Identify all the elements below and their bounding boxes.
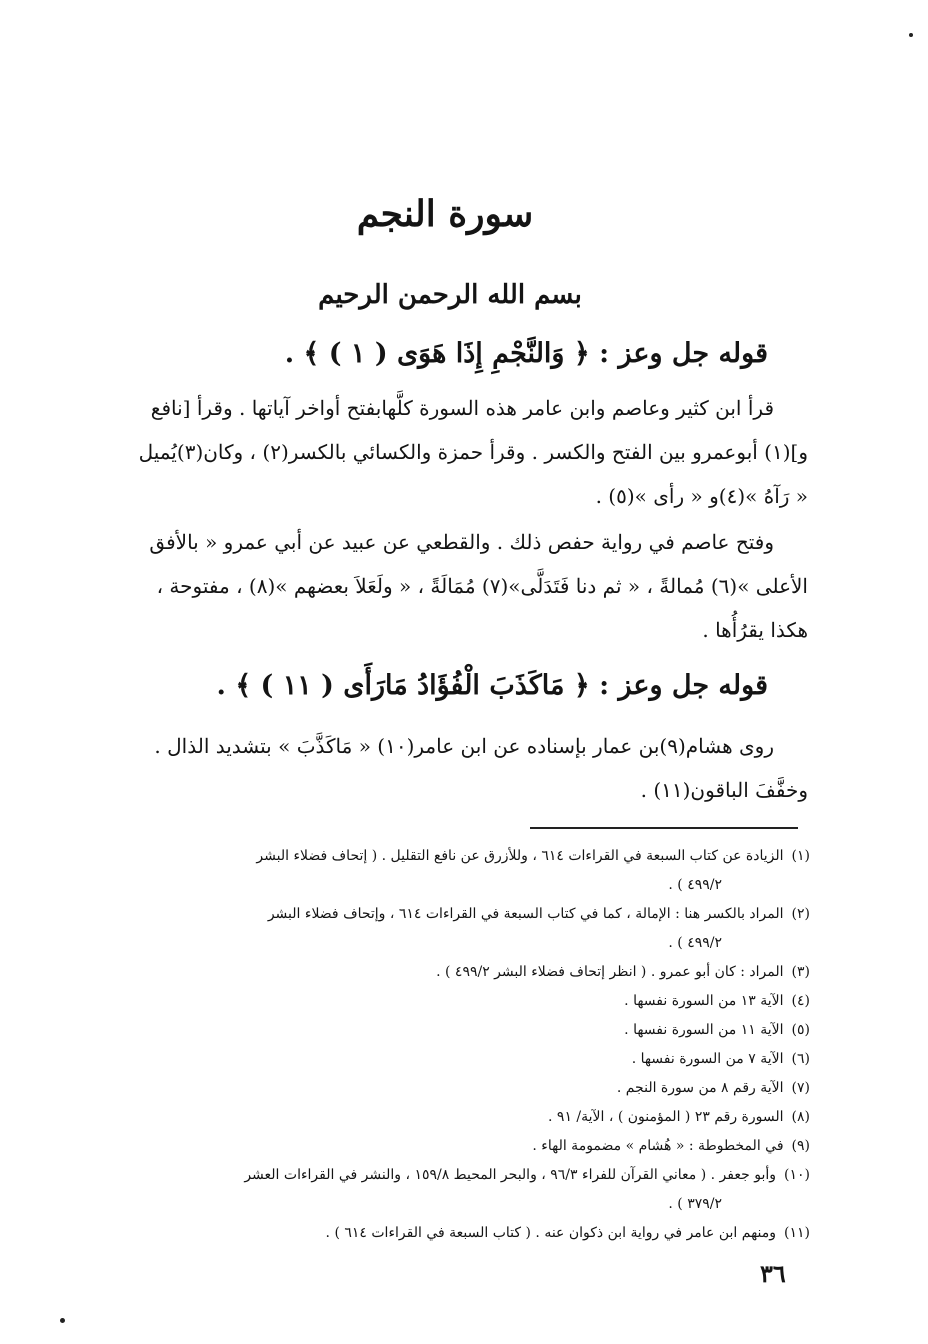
footnote-number: (٣) <box>791 964 810 980</box>
page-number: ٣٦ <box>760 1259 786 1288</box>
paragraph-line: و](١) أبوعمرو بين الفتح والكسر . وقرأ حمزة والكسائي بالكسر(٢) ، وكان(٣)يُميل <box>138 440 808 464</box>
commentary-paragraph <box>108 520 808 652</box>
paragraph-line: وخفَّفَ الباقون(١١) . <box>640 778 808 802</box>
footnote <box>110 900 810 929</box>
footnote-text: الآية ١٣ من السورة نفسها . <box>624 993 784 1009</box>
paragraph-line: وفتح عاصم في رواية حفص ذلك . والقطعي عن عبيد عن أبي عمرو « بالأفق <box>149 530 774 554</box>
paragraph-line: « رَآهُ »(٤)و « رأى »(٥) . <box>595 484 808 508</box>
footnote <box>110 1074 810 1103</box>
scan-speck <box>909 33 913 37</box>
verse-heading: قوله جل وعز : ﴿ مَاكَذَبَ الْفُؤَادُ مَارَأَى ( ١١ ) ﴾ . <box>216 670 768 701</box>
footnote <box>110 987 810 1016</box>
footnote-continuation: ٣٧٩/٢ ) . <box>668 1196 722 1212</box>
footnote <box>110 1103 810 1132</box>
paragraph-line: هكذا يقرُأُها . <box>702 618 808 642</box>
footnote <box>110 958 810 987</box>
footnote-text: المراد بالكسر هنا : الإمالة ، كما في كتاب السبعة في القراءات ٦١٤ ، وإتحاف فضلاء البشر <box>267 906 784 922</box>
footnote-text: الآية رقم ٨ من سورة النجم . <box>616 1080 784 1096</box>
commentary-paragraph <box>108 386 808 518</box>
footnote-text: ومنهم ابن عامر في رواية ابن ذكوان عنه . ( كتاب السبعة في القراءات ٦١٤ ) . <box>325 1225 777 1241</box>
footnote-text: الآية ١١ من السورة نفسها . <box>624 1022 784 1038</box>
footnote-number: (٦) <box>791 1051 810 1067</box>
paragraph-line: روى هشام(٩)بن عمار بإسناده عن ابن عامر(١٠) « مَاكَذَّبَ » بتشديد الذال . <box>154 734 774 758</box>
paragraph-line: قرأ ابن كثير وعاصم وابن عامر هذه السورة كلَّهابفتح أواخر آياتها . وقرأ [نافع <box>150 396 774 420</box>
footnote-continuation: ٤٩٩/٢ ) . <box>668 935 722 951</box>
footnote <box>110 1219 810 1248</box>
footnote-text: السورة رقم ٢٣ ( المؤمنون ) ، الآية/ ٩١ . <box>548 1109 784 1125</box>
footnote-number: (١٠) <box>784 1167 810 1183</box>
footnote-text: وأبو جعفر . ( معاني القرآن للفراء ٩٦/٣ ، والبحر المحيط ١٥٩/٨ ، والنشر في القراءات العشر <box>244 1167 777 1183</box>
footnote <box>110 1045 810 1074</box>
surah-title: سورة النجم <box>356 193 534 235</box>
scan-speck <box>60 1318 65 1323</box>
verse-heading: قوله جل وعز : ﴿ وَالنَّجْمِ إِذَا هَوَى ( ١ ) ﴾ . <box>284 338 768 369</box>
footnote-text: المراد : كان أبو عمرو . ( انظر إتحاف فضلاء البشر ٤٩٩/٢ ) . <box>436 964 784 980</box>
basmala: بسم الله الرحمن الرحيم <box>318 280 582 310</box>
commentary-paragraph <box>108 724 808 812</box>
footnote-text: الزيادة عن كتاب السبعة في القراءات ٦١٤ ، وللأزرق عن نافع التقليل . ( إتحاف فضلاء البشر <box>256 848 784 864</box>
footnote-number: (٢) <box>791 906 810 922</box>
footnote-text: الآية ٧ من السورة نفسها . <box>631 1051 784 1067</box>
footnote-continuation: ٤٩٩/٢ ) . <box>668 877 722 893</box>
footnote-separator <box>530 827 798 829</box>
footnotes <box>110 842 810 1248</box>
footnote-number: (٩) <box>791 1138 810 1154</box>
footnote <box>110 1016 810 1045</box>
paragraph-line: الأعلى »(٦) مُمالةً ، « ثم دنا فَتَدَلَّى»(٧) مُمَالَةً ، « ولَعَلاَ بعضهم »(٨) ، مفتوحة ، <box>156 574 808 598</box>
footnote <box>110 842 810 871</box>
footnote-number: (٤) <box>791 993 810 1009</box>
footnote <box>110 1161 810 1190</box>
footnote <box>110 1132 810 1161</box>
footnote-number: (٨) <box>791 1109 810 1125</box>
footnote-number: (٥) <box>791 1022 810 1038</box>
footnote-number: (٧) <box>791 1080 810 1096</box>
footnote-number: (١١) <box>784 1225 810 1241</box>
footnote-text: في المخطوطة : « هُشام » مضمومة الهاء . <box>532 1138 784 1154</box>
footnote-number: (١) <box>791 848 810 864</box>
